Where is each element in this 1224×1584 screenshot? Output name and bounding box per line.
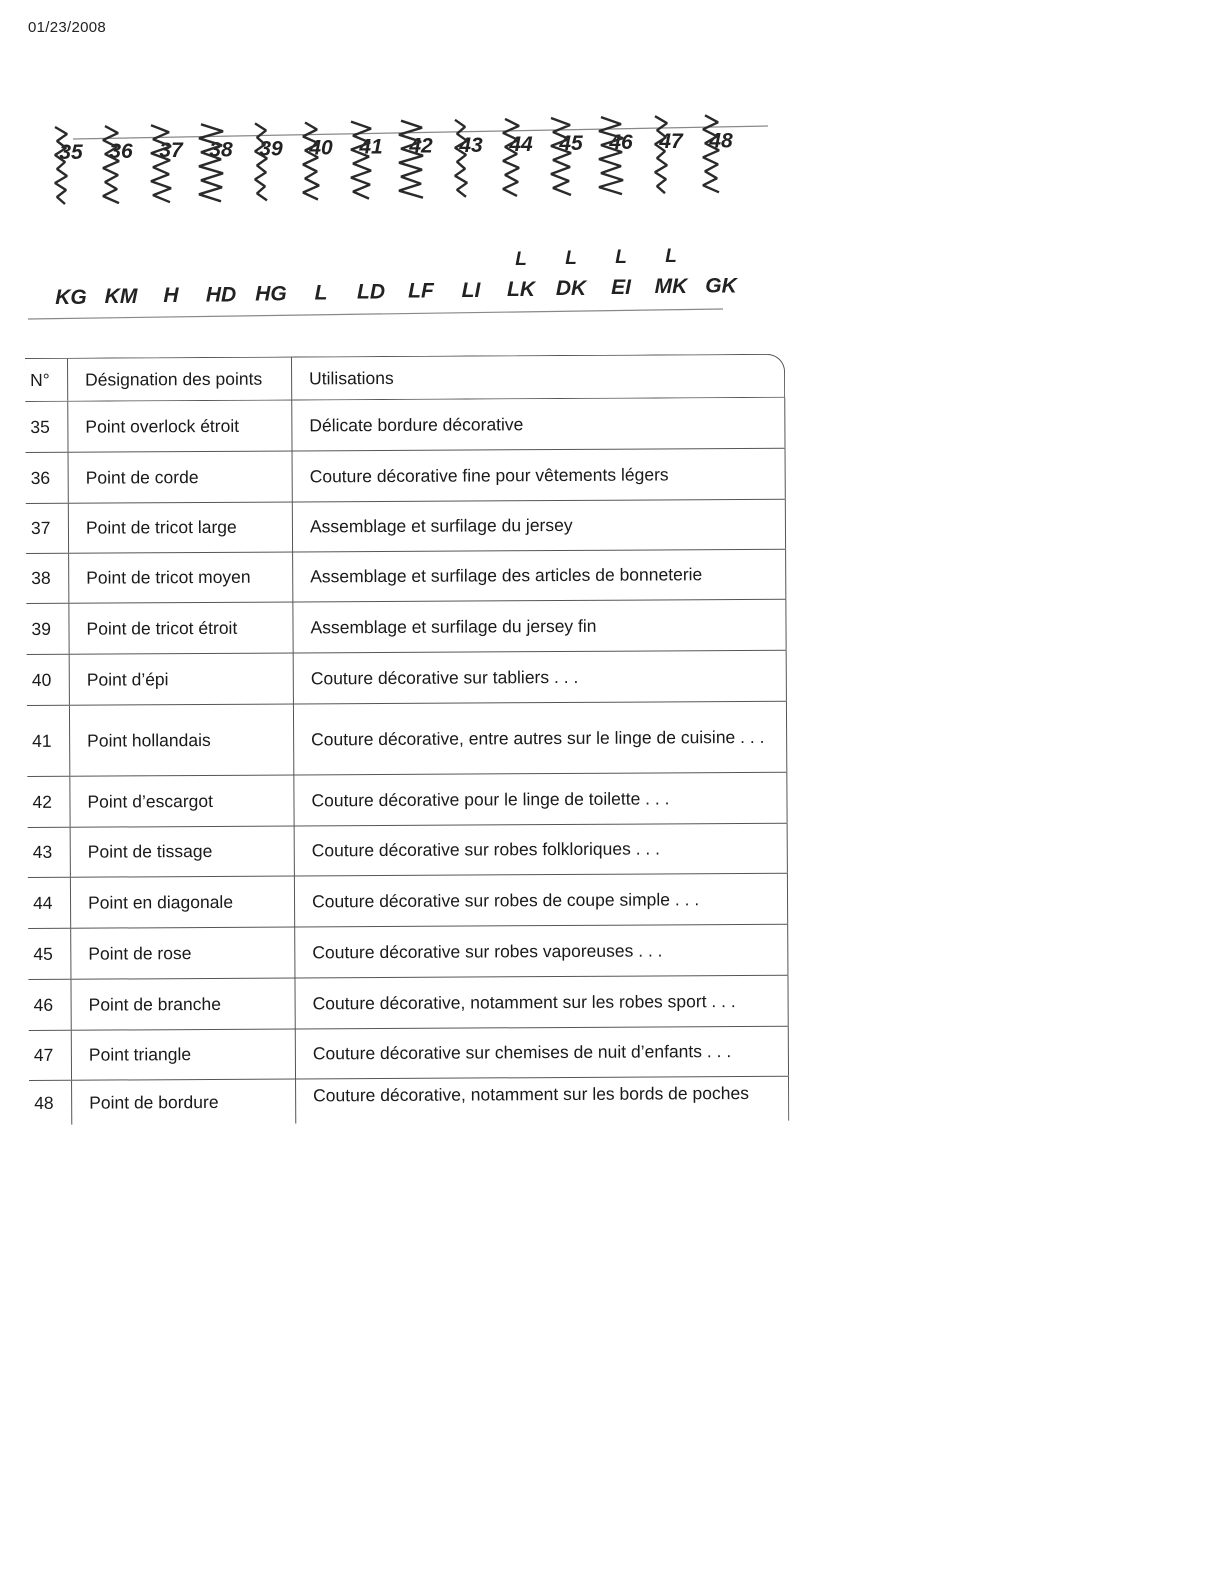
stitch-number: 41: [359, 135, 383, 159]
row-use: Couture décorative sur robes folkloriques . . .: [294, 824, 788, 876]
row-number: 41: [32, 730, 52, 751]
table-row: [27, 702, 787, 777]
row-number: 37: [30, 517, 51, 538]
row-number: 42: [32, 791, 53, 812]
table-row: [28, 925, 788, 980]
stitch-number: 40: [309, 136, 333, 160]
stitch-chart-column: [346, 118, 396, 318]
stitch-chart-column: [296, 119, 346, 319]
row-name: Point de rose: [70, 928, 294, 979]
header-number: N°: [30, 369, 50, 390]
row-number: 38: [31, 567, 51, 588]
row-use: Couture décorative sur robes vaporeuses . . .: [294, 925, 788, 978]
stitch-chart-column: [646, 112, 696, 312]
stitch-chart-column: [396, 117, 446, 317]
row-number: 47: [33, 1044, 54, 1065]
stitch-code: EI: [611, 276, 631, 300]
stitch-chart-column: [246, 119, 296, 319]
stitch-pattern-icon: [346, 118, 376, 202]
stitch-chart: [28, 123, 768, 323]
stitch-pattern-icon: [596, 113, 626, 197]
stitch-code: KG: [55, 286, 87, 309]
stitch-pattern-icon: [446, 116, 476, 200]
row-use: Couture décorative sur chemises de nuit d’enfants . . .: [295, 1027, 789, 1079]
row-number: 44: [32, 892, 53, 913]
stitch-number: 47: [659, 130, 683, 154]
row-name: Point de corde: [68, 452, 292, 503]
stitch-pattern-icon: [196, 120, 226, 204]
row-name: Point en diagonale: [70, 877, 294, 928]
row-use: Délicate bordure décorative: [291, 398, 785, 451]
stitch-number: 36: [109, 140, 133, 164]
row-number: 39: [31, 618, 52, 639]
stitch-chart-column: [546, 114, 596, 314]
row-number: 35: [30, 416, 50, 437]
row-name: Point de bordure: [71, 1080, 295, 1125]
row-name: Point d’épi: [69, 654, 293, 705]
row-name: Point overlock étroit: [67, 401, 291, 452]
stitch-number: 43: [459, 133, 483, 157]
row-number: 36: [30, 467, 51, 488]
row-use: Couture décorative fine pour vêtements légers: [292, 449, 786, 502]
row-use: Couture décorative sur tabliers . . .: [293, 651, 787, 704]
header-use: Utilisations: [291, 355, 784, 400]
stitch-table: [25, 354, 789, 1125]
row-number: 45: [33, 943, 53, 964]
stitch-code: HG: [255, 282, 287, 306]
stitch-code: LF: [408, 279, 434, 303]
stitch-number: 38: [209, 138, 233, 162]
stitch-chart-column: [596, 113, 646, 313]
stitch-code: LI: [461, 278, 481, 302]
table-row: [29, 1077, 789, 1125]
stitch-chart-column: [696, 111, 746, 311]
stitch-l-mark: L: [565, 248, 577, 269]
stitch-chart-column: [96, 122, 146, 322]
row-use: Assemblage et surfilage du jersey: [292, 500, 786, 552]
row-use: Couture décorative, notamment sur les robes sport . . .: [294, 976, 788, 1029]
stitch-number: 46: [609, 131, 633, 155]
row-name: Point de tissage: [70, 827, 294, 877]
stitch-number: 37: [159, 139, 183, 163]
table-row: [27, 651, 787, 706]
row-name: Point de branche: [70, 979, 294, 1030]
stitch-code: H: [163, 284, 179, 308]
table-header: [25, 354, 785, 402]
row-name: Point de tricot moyen: [68, 553, 292, 603]
stitch-pattern-icon: [296, 119, 326, 203]
stitch-code: GK: [705, 274, 737, 298]
row-number: 40: [31, 669, 52, 690]
table-row: [25, 398, 785, 453]
stitch-code: LD: [357, 280, 385, 304]
row-name: Point d’escargot: [69, 776, 293, 827]
row-number: 43: [32, 841, 53, 862]
row-number: 46: [33, 994, 54, 1015]
stitch-l-mark: L: [665, 246, 677, 268]
table-row: [26, 449, 786, 504]
stitch-l-mark: L: [515, 248, 527, 270]
stitch-chart-column: [446, 116, 496, 316]
stitch-chart-column: [146, 121, 196, 321]
stitch-number: 35: [59, 141, 83, 164]
row-name: Point hollandais: [69, 705, 293, 776]
stitch-pattern-icon: [646, 112, 676, 196]
stitch-pattern-icon: [46, 123, 76, 207]
row-name: Point de tricot étroit: [68, 603, 292, 654]
row-use: Couture décorative, notamment sur les bords de poches: [295, 1077, 789, 1124]
stitch-chart-column: [196, 120, 246, 320]
stitch-pattern-icon: [546, 114, 576, 198]
document-date: 01/23/2008: [28, 19, 107, 36]
row-number: 48: [34, 1092, 54, 1113]
stitch-code: LK: [507, 277, 535, 301]
table-row: [26, 500, 786, 554]
stitch-code: KM: [104, 285, 138, 309]
stitch-number: 39: [259, 137, 283, 161]
table-row: [28, 824, 788, 878]
stitch-chart-column: [496, 115, 546, 315]
stitch-l-mark: L: [615, 247, 627, 269]
table-row: [26, 600, 786, 655]
stitch-pattern-icon: [696, 111, 726, 195]
row-use: Couture décorative, entre autres sur le linge de cuisine . . .: [293, 702, 787, 775]
stitch-pattern-icon: [246, 119, 276, 203]
stitch-pattern-icon: [396, 117, 426, 201]
stitch-pattern-icon: [96, 122, 126, 206]
stitch-chart-column: [46, 123, 96, 323]
stitch-code: DK: [555, 277, 587, 300]
stitch-number: 45: [559, 132, 583, 155]
table-row: [28, 874, 788, 929]
stitch-code: HD: [205, 283, 237, 307]
header-name: Désignation des points: [67, 358, 291, 401]
row-use: Assemblage et surfilage des articles de bonneterie: [292, 550, 786, 602]
stitch-number: 44: [509, 132, 533, 156]
table-row: [26, 550, 786, 604]
table-row: [29, 1027, 789, 1081]
stitch-pattern-icon: [146, 121, 176, 205]
row-use: Couture décorative sur robes de coupe simple . . .: [294, 874, 788, 927]
stitch-number: 48: [709, 129, 733, 153]
stitch-code: L: [314, 281, 328, 305]
row-name: Point triangle: [71, 1030, 295, 1080]
row-use: Assemblage et surfilage du jersey fin: [292, 600, 786, 653]
stitch-code: MK: [654, 275, 688, 299]
stitch-number: 42: [409, 134, 433, 158]
table-row: [28, 976, 788, 1031]
row-use: Couture décorative pour le linge de toilette . . .: [293, 773, 787, 826]
table-row: [27, 773, 787, 828]
row-name: Point de tricot large: [68, 503, 292, 553]
stitch-pattern-icon: [496, 115, 526, 199]
